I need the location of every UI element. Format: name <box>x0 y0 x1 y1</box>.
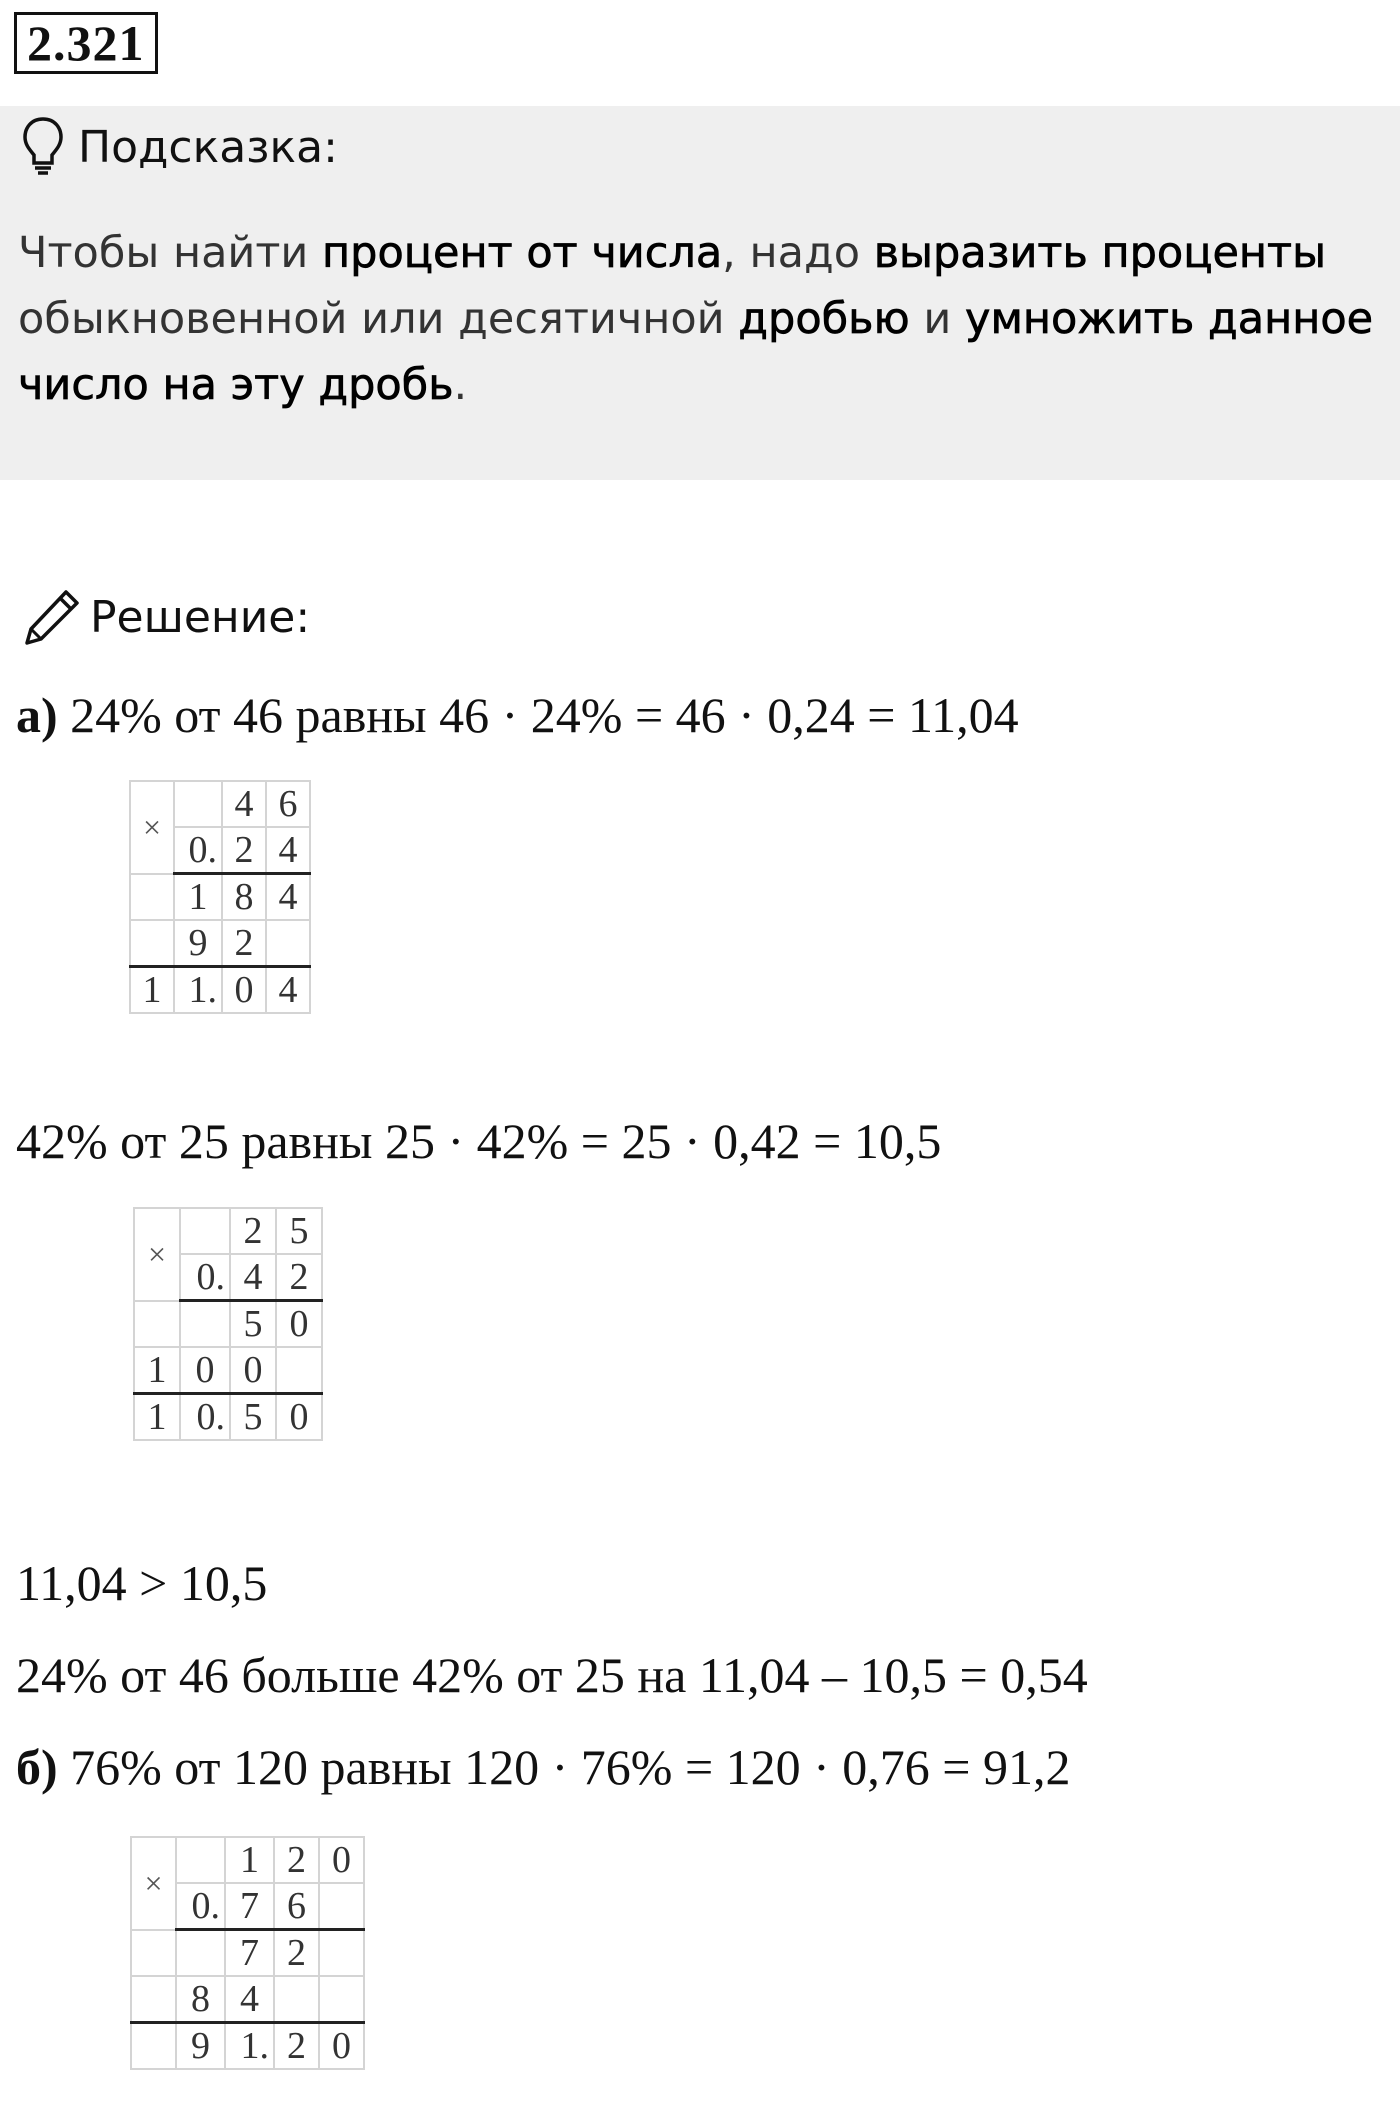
digit-cell <box>134 1301 180 1348</box>
times-sign: × <box>134 1208 180 1301</box>
part-a-label: а) <box>16 687 58 743</box>
digit-cell: 0 <box>230 1347 276 1394</box>
hint-fragment: обыкновенной или десятичной <box>18 294 739 344</box>
hint-emphasis: дробью <box>738 294 910 344</box>
times-sign: × <box>130 781 174 874</box>
digit-cell <box>319 1976 364 2023</box>
digit-cell: 8 <box>222 874 266 921</box>
digit-cell: 0. <box>180 1394 230 1441</box>
digit-cell: 1 <box>130 967 174 1014</box>
hint-title: Подсказка: <box>78 121 338 173</box>
digit-cell: 4 <box>266 967 310 1014</box>
pencil-icon <box>22 587 82 647</box>
digit-cell: 0. <box>176 1883 225 1930</box>
table-row <box>130 874 310 921</box>
digit-cell: 2 <box>274 2023 319 2070</box>
times-sign: × <box>131 1837 176 1930</box>
digit-cell: 4 <box>230 1254 276 1301</box>
solution-header <box>22 582 310 652</box>
digit-cell: 1. <box>225 2023 274 2070</box>
comparison-line: 11,04 > 10,5 <box>16 1555 268 1611</box>
digit-cell: 2 <box>222 920 266 967</box>
part-b-label: б) <box>16 1739 58 1795</box>
digit-cell: 0 <box>180 1347 230 1394</box>
digit-cell <box>130 920 174 967</box>
digit-cell: 1. <box>174 967 222 1014</box>
digit-cell: 7 <box>225 1883 274 1930</box>
digit-cell <box>130 874 174 921</box>
lightbulb-icon <box>22 116 64 178</box>
hint-emphasis: выразить проценты <box>873 228 1327 278</box>
digit-cell <box>131 1930 176 1977</box>
digit-cell <box>176 1930 225 1977</box>
digit-cell: 4 <box>266 827 310 874</box>
part-a-line-1: а) 24% от 46 равны 46 · 24% = 46 · 0,24 = 11,04 <box>16 687 1019 743</box>
solution-title: Решение: <box>90 591 311 643</box>
hint-fragment: . <box>453 360 468 410</box>
table-row <box>130 967 310 1014</box>
hint-header <box>22 112 338 182</box>
digit-cell: 4 <box>225 1976 274 2023</box>
digit-cell <box>266 920 310 967</box>
digit-cell: 6 <box>266 781 310 827</box>
digit-cell <box>131 2023 176 2070</box>
table-row <box>131 1976 364 2023</box>
digit-cell: 2 <box>276 1254 322 1301</box>
digit-cell: 9 <box>176 2023 225 2070</box>
digit-cell <box>176 1837 225 1883</box>
digit-cell: 9 <box>174 920 222 967</box>
difference-line: 24% от 46 больше 42% от 25 на 11,04 – 10,5 = 0,54 <box>16 1647 1088 1703</box>
task-number: 2.321 <box>14 12 158 74</box>
table-row <box>131 1930 364 1977</box>
digit-cell: 2 <box>274 1837 319 1883</box>
digit-cell: 0 <box>222 967 266 1014</box>
digit-cell: 0 <box>276 1394 322 1441</box>
part-a-line-2: 42% от 25 равны 25 · 42% = 25 · 0,42 = 10,5 <box>16 1113 942 1169</box>
digit-cell <box>319 1883 364 1930</box>
table-row <box>134 1347 322 1394</box>
hint-emphasis: процент от числа <box>322 228 723 278</box>
digit-cell: 0 <box>319 1837 364 1883</box>
digit-cell: 1 <box>134 1347 180 1394</box>
hint-fragment: Чтобы найти <box>18 228 323 278</box>
digit-cell: 2 <box>222 827 266 874</box>
digit-cell: 5 <box>230 1394 276 1441</box>
multiplication-table-2 <box>133 1207 323 1441</box>
digit-cell: 1 <box>225 1837 274 1883</box>
digit-cell <box>319 1930 364 1977</box>
digit-cell <box>131 1976 176 2023</box>
digit-cell: 0. <box>180 1254 230 1301</box>
digit-cell: 5 <box>276 1208 322 1254</box>
digit-cell <box>274 1976 319 2023</box>
table-row <box>131 1837 364 1883</box>
hint-text <box>18 220 1388 418</box>
digit-cell: 2 <box>274 1930 319 1977</box>
digit-cell: 2 <box>230 1208 276 1254</box>
digit-cell: 1 <box>174 874 222 921</box>
multiplication-table-3 <box>130 1836 365 2070</box>
hint-emphasis: умножить данное число на эту дробь <box>18 294 1374 410</box>
digit-cell: 7 <box>225 1930 274 1977</box>
digit-cell <box>180 1301 230 1348</box>
digit-cell: 8 <box>176 1976 225 2023</box>
digit-cell <box>174 781 222 827</box>
part-b-line-1: б) 76% от 120 равны 120 · 76% = 120 · 0,76 = 91,2 <box>16 1739 1071 1795</box>
digit-cell: 0 <box>319 2023 364 2070</box>
table-row <box>134 1208 322 1254</box>
digit-cell: 6 <box>274 1883 319 1930</box>
table-row <box>134 1394 322 1441</box>
table-row <box>134 1301 322 1348</box>
digit-cell: 4 <box>222 781 266 827</box>
digit-cell: 0. <box>174 827 222 874</box>
table-row <box>131 2023 364 2070</box>
hint-fragment: и <box>909 294 965 344</box>
multiplication-table-1 <box>129 780 311 1014</box>
digit-cell: 4 <box>266 874 310 921</box>
digit-cell <box>276 1347 322 1394</box>
digit-cell: 0 <box>276 1301 322 1348</box>
digit-cell <box>180 1208 230 1254</box>
digit-cell: 5 <box>230 1301 276 1348</box>
digit-cell: 1 <box>134 1394 180 1441</box>
hint-fragment: , надо <box>722 228 874 278</box>
table-row <box>130 920 310 967</box>
table-row <box>130 781 310 827</box>
